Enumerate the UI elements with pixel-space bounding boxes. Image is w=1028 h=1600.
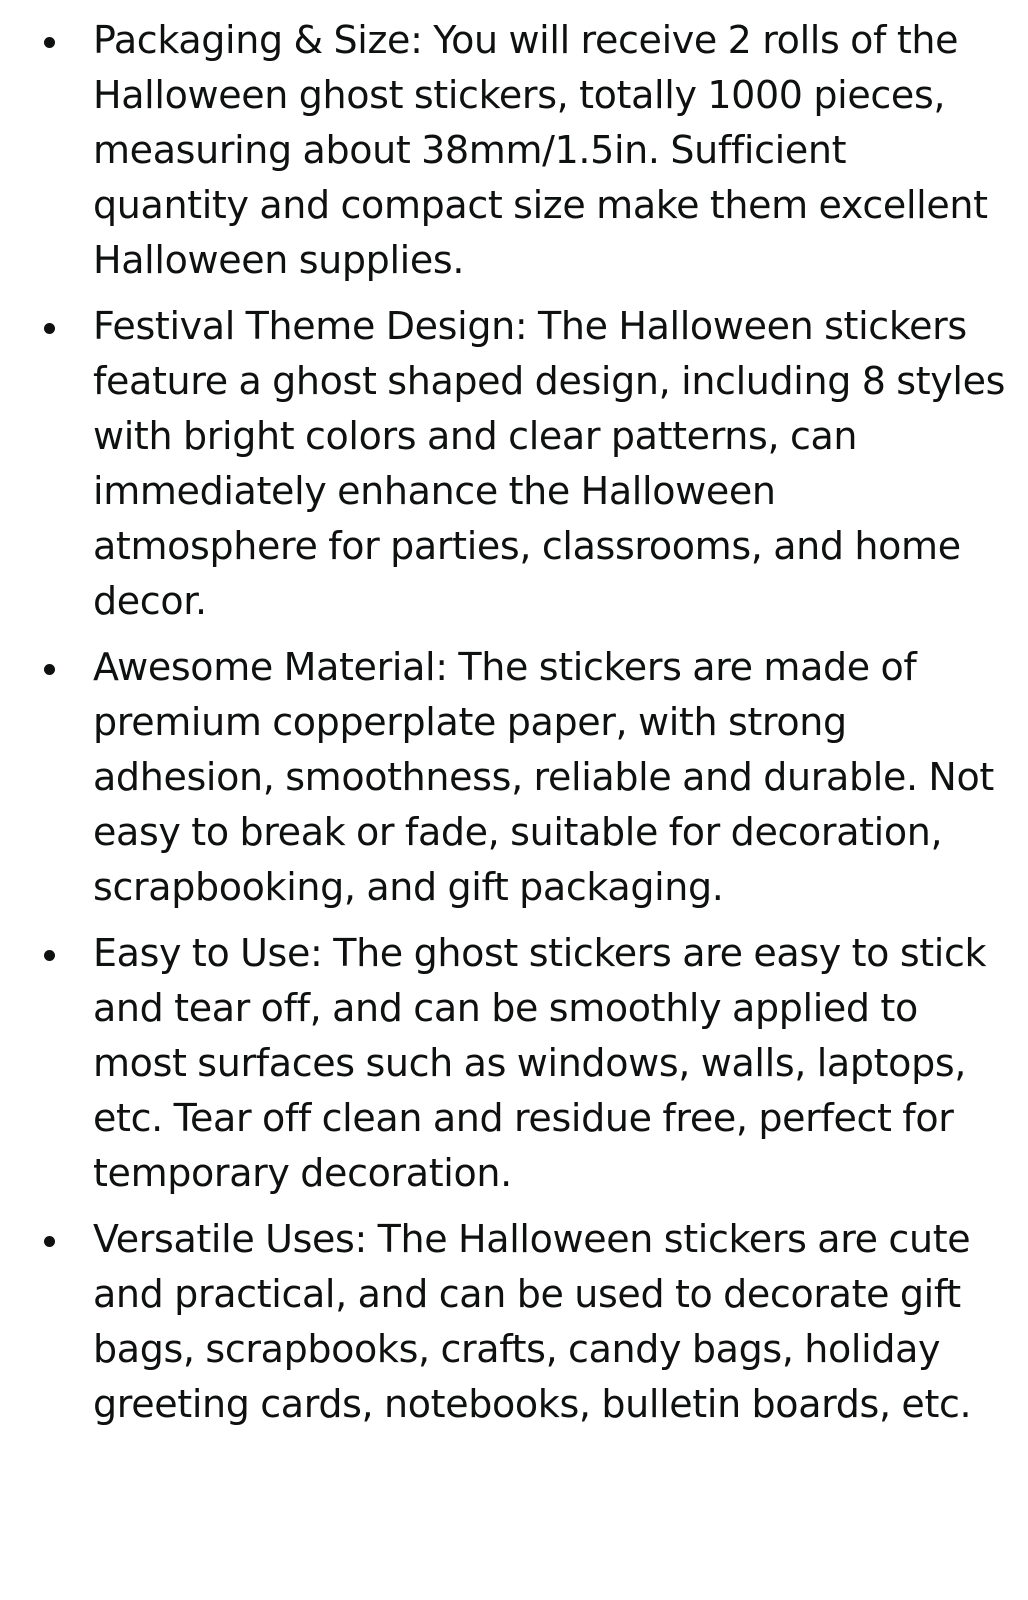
- feature-bullet-text: Easy to Use: The ghost stickers are easy to stick and tear off, and can be smoothly applied to most surfaces such as windows, walls, laptops, etc. Tear off clean and residue free, perfect for temporary decoration.: [93, 931, 987, 1195]
- feature-bullet-text: Festival Theme Design: The Halloween stickers feature a ghost shaped design, including 8 styles with bright colors and clear patterns, can immediately enhance the Halloween atmosphere for parties, classrooms, and home decor.: [93, 304, 1006, 623]
- feature-bullet-text: Awesome Material: The stickers are made of premium copperplate paper, with strong adhesion, smoothness, reliable and durable. Not easy to break or fade, suitable for decoration, scrapbooking, and gift packaging.: [93, 645, 994, 909]
- feature-bullet-list: [0, 13, 1028, 1443]
- feature-bullet-easy-to-use: [0, 926, 1028, 1201]
- feature-bullet-material: [0, 640, 1028, 915]
- bullet-dot-icon: [44, 664, 55, 675]
- bullet-dot-icon: [44, 1236, 55, 1247]
- bullet-dot-icon: [44, 323, 55, 334]
- feature-bullet-festival-theme: [0, 299, 1028, 629]
- feature-bullet-packaging-size: [0, 13, 1028, 288]
- feature-bullet-versatile-uses: [0, 1212, 1028, 1432]
- bullet-dot-icon: [44, 37, 55, 48]
- feature-bullet-text: Packaging & Size: You will receive 2 rolls of the Halloween ghost stickers, totally 1000 pieces, measuring about 38mm/1.5in. Sufficient quantity and compact size make them excellent Halloween supplies.: [93, 18, 988, 282]
- feature-bullet-text: Versatile Uses: The Halloween stickers are cute and practical, and can be used to decorate gift bags, scrapbooks, crafts, candy bags, holiday greeting cards, notebooks, bulletin boards, etc.: [93, 1217, 972, 1426]
- bullet-dot-icon: [44, 950, 55, 961]
